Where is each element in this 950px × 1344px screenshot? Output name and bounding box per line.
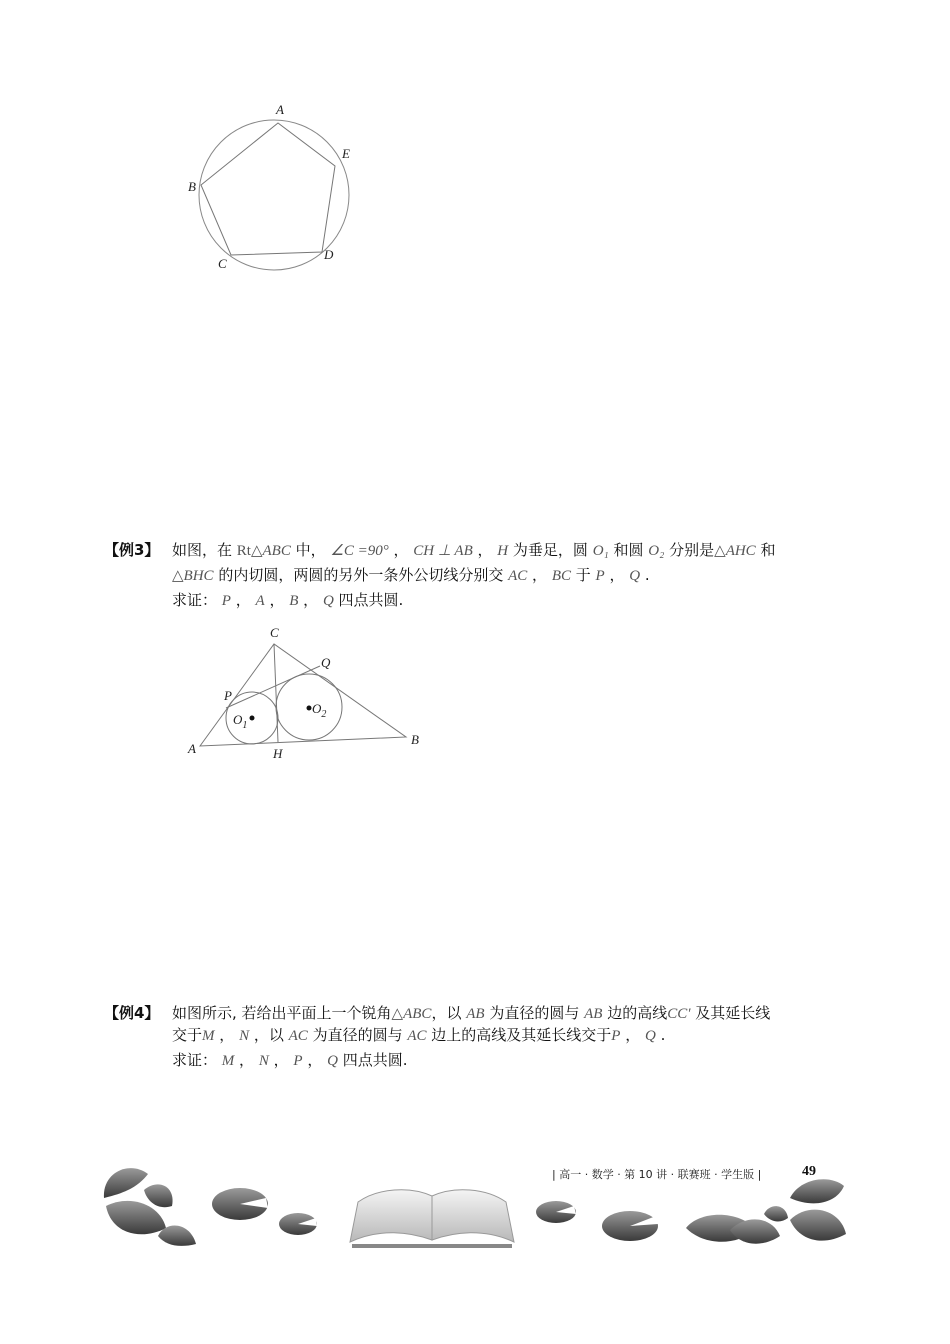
math-run: Rt: [236, 543, 251, 559]
text-run: ，: [472, 541, 498, 559]
example-4-line-3: [172, 1048, 408, 1074]
text-run: ，: [230, 591, 256, 609]
math-run: P: [221, 593, 231, 609]
text-run: 求证：: [172, 591, 222, 609]
example-3: [104, 538, 854, 618]
label-b: B: [411, 732, 419, 747]
math-run: AHC: [725, 543, 756, 559]
text-run: .: [655, 1026, 666, 1044]
label-h: H: [273, 746, 283, 761]
text-run: 交于: [172, 1026, 203, 1044]
math-run: AB: [584, 1006, 603, 1022]
label-b: B: [188, 179, 196, 194]
pentagon-abcde: [201, 123, 335, 255]
math-run: AC: [508, 568, 528, 584]
example-3-tag: 【例3】: [104, 541, 160, 559]
tangent-pq: [226, 666, 320, 708]
text-run: 和: [755, 541, 776, 559]
text-run: 如图，在: [172, 541, 237, 559]
example-4-tag: 【例4】: [104, 1004, 160, 1022]
math-run: △: [391, 1006, 404, 1022]
label-d: D: [324, 247, 334, 262]
math-run: Q: [629, 568, 641, 584]
math-run: N: [258, 1053, 269, 1069]
text-run: 边的高线: [602, 1004, 668, 1022]
label-o1-subscript: 1: [242, 720, 248, 731]
math-run: △: [172, 568, 184, 584]
math-run: Q: [322, 593, 334, 609]
math-run: M: [202, 1028, 215, 1044]
text-run: ，以: [431, 1004, 467, 1022]
math-run: ∠C =90°: [330, 543, 389, 559]
math-run: △: [250, 543, 263, 559]
footer-course-info: | 高一 · 数学 · 第 10 讲 · 联赛班 · 学生版 |: [552, 1168, 762, 1181]
label-c: C: [270, 625, 279, 640]
math-run: Q: [327, 1053, 338, 1069]
text-run: ，: [264, 591, 290, 609]
text-run: ，: [604, 566, 630, 584]
text-run: 于: [570, 566, 596, 584]
example-3-line-1: [172, 538, 775, 564]
math-run: O₂: [648, 543, 665, 559]
figure-right-triangle-incircles: [180, 620, 440, 770]
example-4-line-2: [172, 1023, 665, 1049]
center-o1-dot: [250, 716, 255, 721]
figure-inscribed-pentagon: [180, 96, 370, 281]
math-run: P: [611, 1028, 621, 1044]
math-run: BHC: [183, 568, 214, 584]
text-run: ，以: [249, 1026, 289, 1044]
example-3-line-2: [172, 563, 650, 589]
text-run: ，: [388, 541, 414, 559]
math-run: ABC: [403, 1006, 432, 1022]
text-run: 及其延长线: [690, 1004, 771, 1022]
text-run: ，: [234, 1051, 259, 1069]
text-run: ，: [620, 1026, 646, 1044]
text-run: 四点共圆.: [337, 1051, 408, 1069]
example-3-line-3: [172, 588, 403, 614]
label-a: A: [188, 741, 196, 756]
math-run: P: [293, 1053, 303, 1069]
label-e: E: [342, 146, 350, 161]
math-run: BC: [551, 568, 571, 584]
text-run: ，: [298, 591, 323, 609]
text-run: ，: [527, 566, 552, 584]
math-run: Q: [645, 1028, 656, 1044]
label-a: A: [276, 102, 284, 117]
math-run: B: [289, 593, 299, 609]
text-run: 的内切圆，两圆的另外一条外公切线分别交: [213, 566, 509, 584]
math-run: △: [714, 543, 726, 559]
math-run: AC: [288, 1028, 308, 1044]
text-run: 边上的高线及其延长线交于: [426, 1026, 612, 1044]
text-run: 为直径的圆与: [307, 1026, 408, 1044]
text-run: ，: [268, 1051, 294, 1069]
example-4: [104, 1001, 854, 1081]
math-run: CH ⊥ AB: [413, 543, 473, 559]
label-o2: $O_2$: [312, 701, 327, 720]
text-run: 分别是: [664, 541, 715, 559]
page-number: 49: [802, 1164, 816, 1179]
label-o2-subscript: 2: [321, 709, 327, 720]
lily-pad-and-book-icon: [100, 1158, 850, 1253]
math-run: A: [255, 593, 265, 609]
label-c: C: [218, 256, 227, 271]
text-run: ，: [302, 1051, 328, 1069]
text-run: 为垂足，圆: [508, 541, 593, 559]
math-run: O₁: [592, 543, 609, 559]
math-run: CC′: [667, 1006, 691, 1022]
text-run: 四点共圆.: [333, 591, 404, 609]
label-p: P: [224, 688, 232, 703]
text-run: 如图所示, 若给出平面上一个锐角: [172, 1004, 392, 1022]
text-run: 为直径的圆与: [484, 1004, 585, 1022]
text-run: ，: [214, 1026, 240, 1044]
text-run: 和圆: [608, 541, 649, 559]
text-run: .: [640, 566, 650, 584]
math-run: H: [497, 543, 509, 559]
math-run: N: [239, 1028, 250, 1044]
math-run: AC: [407, 1028, 427, 1044]
math-run: M: [221, 1053, 235, 1069]
center-o2-dot: [307, 706, 312, 711]
text-run: 中，: [290, 541, 331, 559]
math-run: AB: [466, 1006, 485, 1022]
math-run: P: [595, 568, 605, 584]
math-run: ABC: [262, 543, 291, 559]
text-run: 求证：: [172, 1051, 222, 1069]
label-q: Q: [321, 655, 331, 670]
label-o1: $O_1$: [233, 712, 248, 731]
